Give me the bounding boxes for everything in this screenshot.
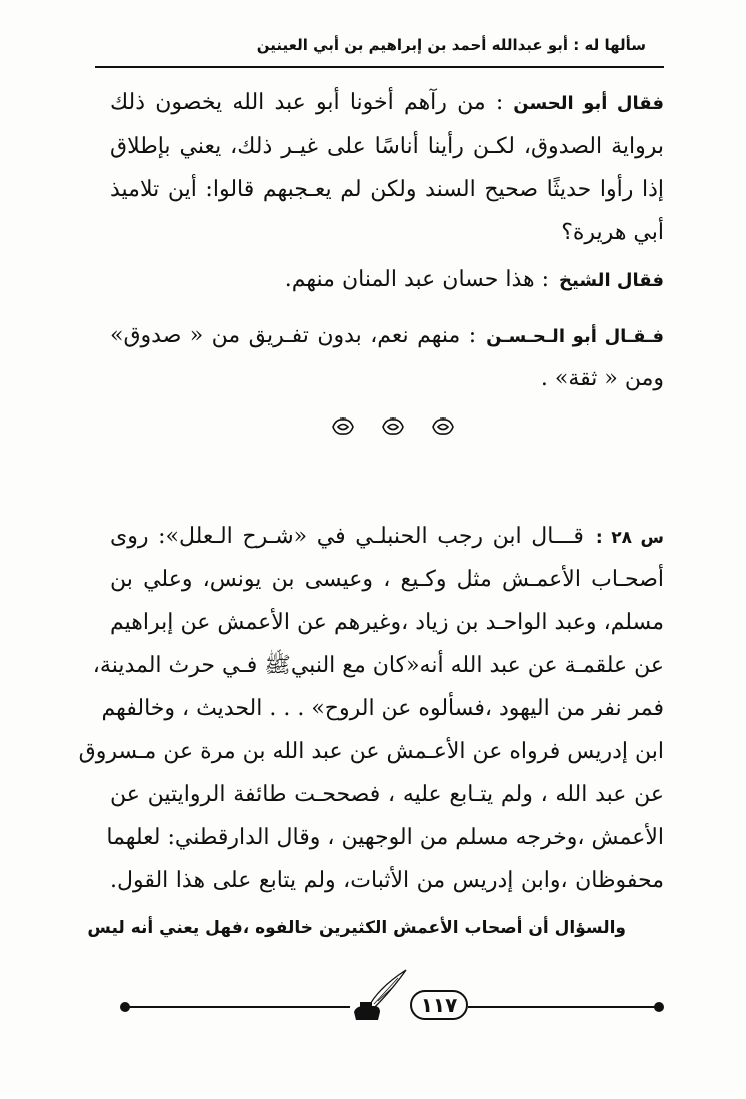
dialogue-line: ومن « ثقة» . bbox=[540, 366, 664, 391]
header-divider bbox=[95, 66, 664, 68]
footer-rule-right bbox=[468, 1006, 658, 1008]
dialogue-line: أبي هريرة؟ bbox=[561, 220, 664, 245]
dialogue-line bbox=[110, 269, 664, 291]
ornament-icon bbox=[330, 416, 356, 438]
page-number: ١١٧ bbox=[410, 990, 468, 1020]
running-header: سألها له : أبو عبدالله أحمد بن إبراهيم بن أبي العينين bbox=[256, 36, 646, 54]
section-separator bbox=[330, 416, 456, 440]
question-line: محفوظان ،وابن إدريس من الأثبات، ولم يتابع على هذا القول. bbox=[110, 868, 664, 893]
dialogue-text: : منهم نعم، بدون تفـريق من « صدوق» bbox=[110, 323, 477, 348]
question-line: عن علقمـة عن عبد الله أنه«كان مع النبيﷺ فـي حرث المدينة، bbox=[92, 653, 664, 678]
question-number: س ٢٨ : bbox=[595, 528, 664, 548]
question-line: ابن إدريس فرواه عن الأعـمش عن عبد الله بن مرة عن مـسروق bbox=[78, 739, 664, 764]
footer-rule-left bbox=[125, 1006, 350, 1008]
page-footer bbox=[0, 980, 746, 1040]
dialogue-line bbox=[110, 325, 664, 347]
question-line: مسلم، وعبد الواحـد بن زياد ،وغيرهم عن الأعمش عن إبراهيم bbox=[110, 610, 664, 635]
question-line: فمر نفر من اليهود ،فسألوه عن الروح» . . . الحديث ، وخالفهم bbox=[101, 696, 664, 721]
quill-inkwell-icon bbox=[348, 968, 408, 1026]
question-text: قـــال ابن رجب الحنبلـي في «شـرح الـعلل»: روى bbox=[110, 524, 584, 549]
speaker-label: فقال الشيخ bbox=[559, 270, 664, 291]
dialogue-text: : هذا حسان عبد المنان منهم. bbox=[284, 267, 550, 292]
ornament-icon bbox=[380, 416, 406, 438]
speaker-label: فقال أبو الحسن bbox=[513, 93, 665, 114]
ornament-icon bbox=[430, 416, 456, 438]
question-continuation: والسؤال أن أصحاب الأعمش الكثيرين خالفوه ،فهل يعني أنه ليس bbox=[87, 918, 626, 938]
footer-dot bbox=[654, 1002, 664, 1012]
question-line: عن عبد الله ، ولم يتـابع عليه ، فصححـت طائفة الروايتين عن bbox=[110, 782, 664, 807]
dialogue-line bbox=[110, 92, 664, 114]
speaker-label: فـقـال أبو الـحـسـن bbox=[486, 326, 664, 347]
dialogue-line: إذا رأوا حديثًا صحيح السند ولكن لم يعـجبهم قالوا: أين تلاميذ bbox=[110, 177, 664, 202]
dialogue-line: برواية الصدوق، لكـن رأينا أناسًا على غيـر ذلك، يعني بإطلاق bbox=[110, 134, 664, 159]
question-line: أصحـاب الأعمـش مثل وكـيع ، وعيسى بن يونس، وعلي بن bbox=[110, 567, 664, 592]
question-line bbox=[110, 526, 664, 548]
question-line: الأعمش ،وخرجه مسلم من الوجهين ، وقال الدارقطني: لعلهما bbox=[106, 825, 664, 850]
dialogue-text: : من رآهم أخونا أبو عبد الله يخصون ذلك bbox=[110, 90, 504, 115]
